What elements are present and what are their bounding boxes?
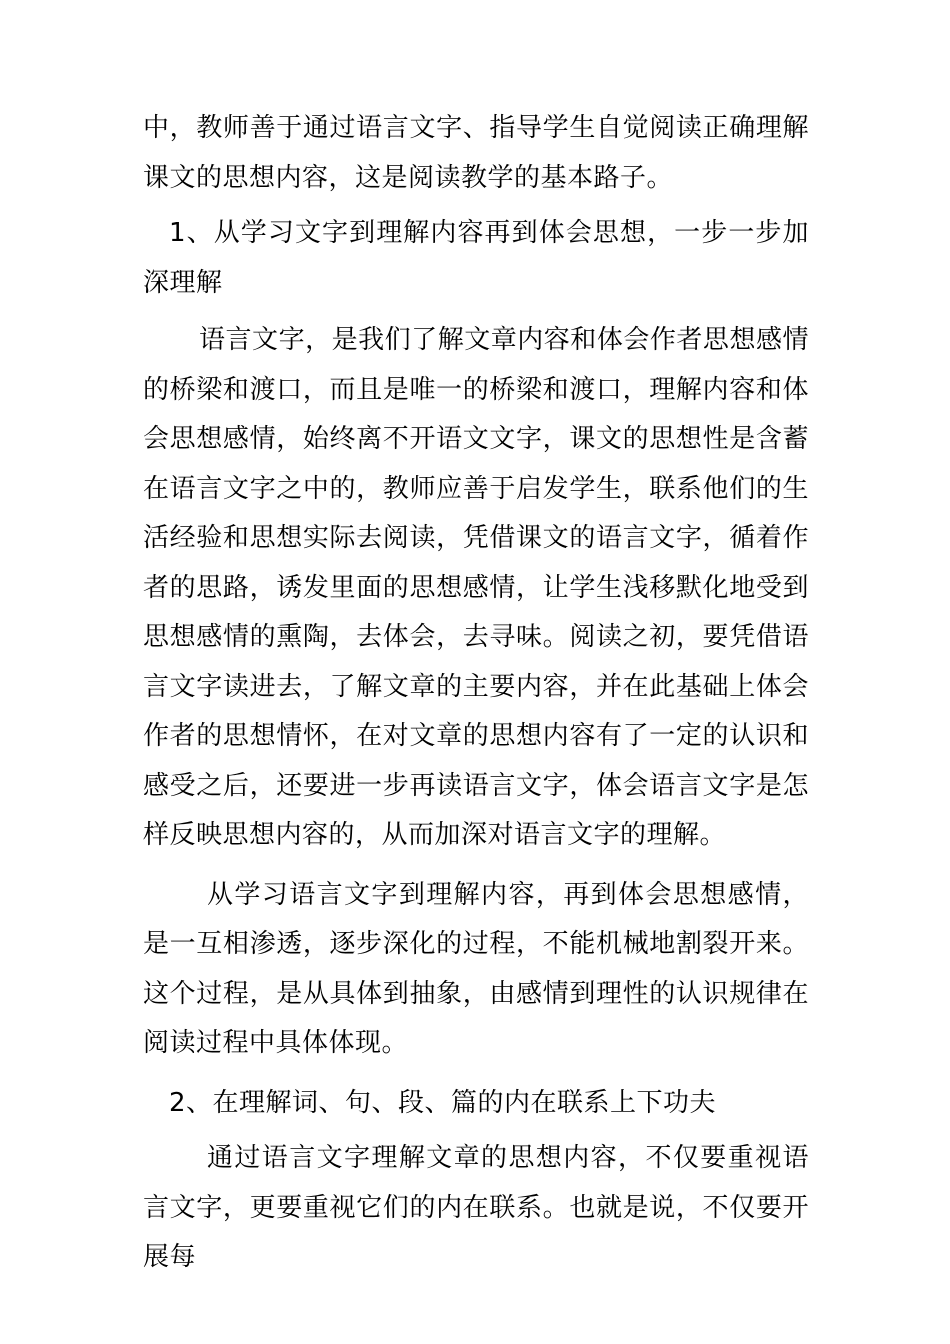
paragraph-body: 语言文字，是我们了解文章内容和体会作者思想感情的桥梁和渡口，而且是唯一的桥梁和渡口，理解内容和体会思想感情，始终离不开语文文字，课文的思想性是含蓄在语言文字之中的，教师应善于启发学生，联系他们的生活经验和思想实际去阅读，凭借课文的语言文字，循着作者的思路，诱发里面的思想感情，让学生浅移默化地受到思想感情的熏陶，去体会，去寻味。阅读之初，要凭借语言文字读进去，了解文章的主要内容，并在此基础上体会作者的思想情怀，在对文章的思想内容有了一定的认识和感受之后，还要进一步再读语言文字，体会语言文字是怎样反映思想内容的，从而加深对语言文字的理解。 [143, 325, 809, 850]
section-heading-1: 1、从学习文字到理解内容再到体会思想，一步一步加深理解 [143, 218, 809, 298]
paragraph-continuation: 中，教师善于通过语言文字、指导学生自觉阅读正确理解课文的思想内容，这是阅读教学的基本路子。 [143, 113, 809, 193]
paragraph-body: 从学习语言文字到理解内容，再到体会思想感情，是一互相渗透，逐步深化的过程，不能机械地割裂开来。这个过程，是从具体到抽象，由感情到理性的认识规律在阅读过程中具体体现。 [143, 879, 809, 1058]
document-page [143, 104, 809, 1283]
section-heading-2: 2、在理解词、句、段、篇的内在联系上下功夫 [169, 1087, 717, 1118]
paragraph-body: 通过语言文字理解文章的思想内容，不仅要重视语言文字，更要重视它们的内在联系。也就是说，不仅要开展每 [143, 1143, 809, 1272]
